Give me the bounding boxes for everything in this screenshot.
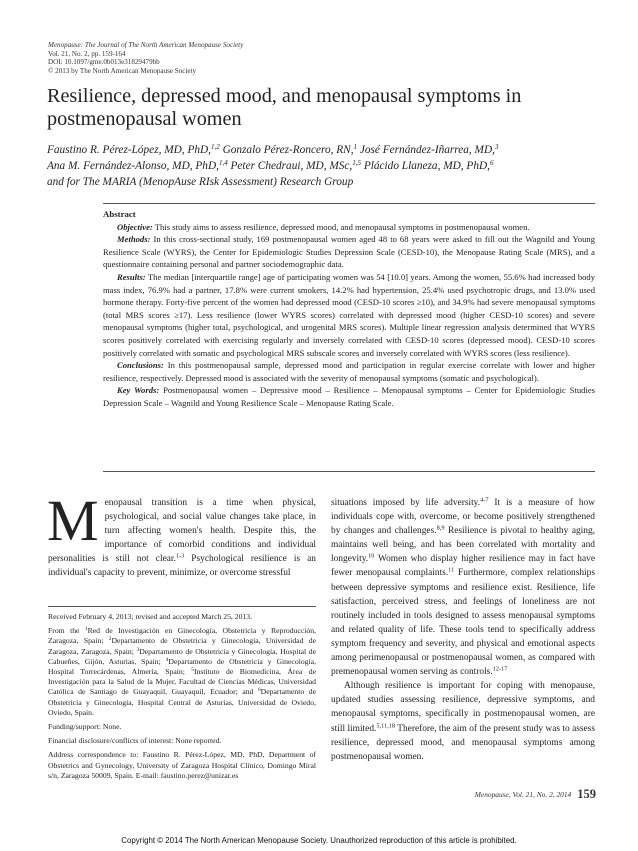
author-line-1 xyxy=(47,142,607,158)
body-text: Although resilience is important for coping with menopause, updated studies assessing resilience, depressive symptoms, and menopausal symptoms, specifically in postmenopausal women, are still limited. xyxy=(331,681,595,734)
author-list xyxy=(47,142,607,190)
author-name: Ana M. Fernández-Alonso, MD, PhD, xyxy=(47,160,219,172)
affiliation-number: 1 xyxy=(84,626,88,633)
body-text: situations imposed by life adversity. xyxy=(331,498,481,508)
author-affiliation-ref: 1,4 xyxy=(218,159,228,167)
author-affiliation-ref: 3 xyxy=(494,143,499,151)
affiliation-4: Departamento de Obstetricia y Ginecología, Hospital Torrecárdenas, Almería, Spain; xyxy=(48,656,316,677)
affiliation-5: Instituto de Biomedicina, Área de Investigación para la Salud de la Mujer, Facultad de Ciencias Médicas, Universidad Católica de Santiago de Guayaquil, Guayaquil, Ecuador; and xyxy=(48,667,316,697)
keywords-text: Postmenopausal women – Depressive mood – Resilience – Menopausal symptoms – Center for Epidemiologic Studies Depression Scale – Wagnild and Young Resilience Scale – Menopause Rating Scale. xyxy=(103,385,595,408)
abstract-results xyxy=(103,271,595,359)
conclusions-text: In this postmenopausal sample, depressed mood and participation in regular exercise correlate with lower and higher resilience, respectively. Depressed mood is associated with the severity of menopausal symptoms (somatic and psychological). xyxy=(103,360,596,383)
title-line-2: postmenopausal women xyxy=(47,108,242,130)
affiliation-number: 6 xyxy=(257,687,261,694)
affiliation-6: Departamento de Obstetricia y Ginecología, Hospital Central de Asturias, Universidad de Oviedo, Oviedo, Spain. xyxy=(48,687,316,717)
article-title xyxy=(47,85,567,131)
author-line-3: and for The MARIA (MenopAuse RIsk Assessment) Research Group xyxy=(47,176,354,188)
running-footer-journal: Menopause, Vol. 21, No. 2, 2014 xyxy=(474,790,572,799)
journal-copyright: © 2013 by The North American Menopause Society xyxy=(48,66,197,75)
drop-cap: M xyxy=(47,488,99,553)
article-footnotes xyxy=(48,612,316,785)
body-paragraph-1 xyxy=(331,496,595,679)
body-text: Furthermore, complex relationships between depressive symptoms and resilience exist. Resilience, life satisfaction, perceived stress, and feelings of loneliness are not routinely included in tools designed to assess menopausal symptoms and related quality of life. These tools tend to specifically address symptom frequency and severity, and physical and emotional aspects among perimenopausal or postmenopausal women, as compared with premenopausal women serving as controls. xyxy=(331,568,595,678)
disclosure-statement: Financial disclosure/conflicts of interest: None reported. xyxy=(48,736,222,746)
reference-citation: 4-7 xyxy=(480,496,489,504)
author-affiliation-ref: 1,2 xyxy=(211,143,220,151)
reference-citation: 11 xyxy=(448,566,455,574)
title-line-1: Resilience, depressed mood, and menopausal symptoms in xyxy=(47,85,522,107)
abstract-keywords xyxy=(103,384,595,409)
author-name: Plácido Llaneza, MD, PhD, xyxy=(363,160,490,172)
affiliation-number: 2 xyxy=(108,636,112,643)
author-affiliation-ref: 6 xyxy=(489,159,494,167)
results-label: Results: xyxy=(117,271,146,282)
author-name: Faustino R. Pérez-López, MD, PhD, xyxy=(47,144,211,156)
author-affiliation-ref: 1,5 xyxy=(352,159,361,167)
body-text: Therefore, the aim of the present study was to assess resilience, depressed mood, and menopausal symptoms among postmenopausal women. xyxy=(331,723,595,762)
abstract-conclusions xyxy=(103,359,595,384)
author-name: Gonzalo Pérez-Roncero, RN, xyxy=(222,144,354,156)
journal-volume: Vol. 21, No. 2, pp. 159-164 xyxy=(48,49,126,58)
methods-label: Methods: xyxy=(117,234,151,245)
received-dates: Received February 4, 2013; revised and accepted March 25, 2013. xyxy=(48,612,253,621)
affiliation-1: Red de Investigación en Ginecología, Obstetricia y Reproducción, Zaragoza, Spain; xyxy=(48,626,316,646)
journal-name: Menopause: The Journal of The North American Menopause Society xyxy=(48,41,244,49)
affiliations xyxy=(48,626,316,718)
body-text: Women who display higher resilience may in fact have fewer menopausal complaints. xyxy=(331,554,595,579)
funding-statement: Funding/support: None. xyxy=(48,722,122,732)
affiliations-intro: From the xyxy=(48,626,85,636)
author-name: Peter Chedraui, MD, MSc, xyxy=(230,160,353,172)
intro-text-1: enopausal transition is a time when physical, psychological, and social value changes take place, in turn affecting women's health. Despite this, the importance of comorbid conditions and individual personalities is still not clear. xyxy=(48,498,316,565)
objective-label: Objective: xyxy=(117,221,153,232)
body-left-column xyxy=(47,488,316,581)
abstract-bottom-rule xyxy=(103,471,595,472)
body-text: Resilience is pivotal to healthy aging, maintains well being, and has been correlated with mortality and longevity. xyxy=(331,526,596,565)
author-name: José Fernández-Iñarrea, MD, xyxy=(359,144,495,156)
affiliation-3: Departamento de Obstetricia y Ginecología, Hospital de Cabueñes, Gijón, Asturias, Spain; xyxy=(48,646,316,666)
abstract-heading: Abstract xyxy=(103,209,136,219)
keywords-label: Key Words: xyxy=(117,385,160,396)
intro-text-2: Psychological resilience is an individual's capacity to prevent, minimize, or overcome stressful xyxy=(48,554,316,579)
reference-citation: 8,9 xyxy=(436,524,445,532)
abstract-objective xyxy=(103,221,595,234)
abstract-top-rule xyxy=(103,203,595,204)
journal-meta xyxy=(48,41,448,75)
footnote-rule xyxy=(48,606,316,607)
affiliation-number: 3 xyxy=(136,646,140,653)
affiliation-2: Departamento de Obstetricia y Ginecología, Universidad de Zaragoza, Zaragoza, Spain; xyxy=(48,636,316,656)
results-text: The median [interquartile range] age of participating women was 54 [10.0] years. Among the women, 55.6% had increased body mass index, 76.9% had a partner, 17.8% were current smokers, 14.2% had hypertension, 25.4% used psychotropic drugs, and 13.0% used hormone therapy. Forty-five percent of the women had depressed mood (CESD-10 scores ≥10), and 34.9% had severe menopausal symptoms (total MRS scores ≥17). Less resilience (lower WYRS scores) correlated with depressed mood (higher CESD-10 scores) and severe menopausal symptoms (higher total, psychological, and urogenital MRS scores). Multiple linear regression analysis determined that WYRS scores positively correlated with exercising regularly and inversely correlated with CESD-10 scores (depressed mood). CESD-10 scores positively correlated with somatic and psychological MRS subscale scores and inversely correlated with WYRS scores (less resilience). xyxy=(103,271,596,358)
affiliation-number: 5 xyxy=(191,667,194,674)
body-paragraph-2 xyxy=(331,679,595,764)
reference-citation: 5,11,18 xyxy=(376,722,396,729)
reference-citation: 1-3 xyxy=(175,552,185,560)
body-text: It is a measure of how individuals cope with, overcome, or become positively strengthened by changes and challenges. xyxy=(331,498,595,537)
abstract xyxy=(103,208,595,410)
methods-text: In this cross-sectional study, 169 postmenopausal women aged 48 to 68 years were asked to fill out the Wagnild and Young Resilience Scale (WYRS), the Center for Epidemiologic Studies Depression Scale (CESD-10), the Menopause Rating Scale (MRS), and a questionnaire containing personal and partner sociodemographic data. xyxy=(103,234,595,270)
author-affiliation-ref: 1 xyxy=(353,143,358,151)
body-right-column xyxy=(331,496,595,764)
objective-text: This study aims to assess resilience, depressed mood, and menopausal symptoms in postmenopausal women. xyxy=(154,221,530,232)
correspondence-address: Address correspondence to: Faustino R. Pérez-López, MD, PhD, Department of Obstetrics and Gynecology, University of Zaragoza Hospital Clínico, Domingo Miral s/n, Zaragoza 50009, Spain. E-mail: faustino.perez@unizar.es xyxy=(48,750,316,780)
intro-paragraph xyxy=(47,488,316,581)
conclusions-label: Conclusions: xyxy=(117,360,164,371)
page-number: 159 xyxy=(577,787,596,801)
article-doi: DOI: 10.1097/gme.0b013e31829479bb xyxy=(48,58,160,66)
author-line-2 xyxy=(47,158,607,174)
copyright-notice: Copyright © 2014 The North American Menopause Society. Unauthorized reproduction of this article is prohibited. xyxy=(121,836,517,845)
reference-citation: 12-17 xyxy=(492,665,508,673)
abstract-methods xyxy=(103,233,595,271)
running-footer xyxy=(430,787,596,802)
affiliation-number: 4 xyxy=(165,657,169,664)
reference-citation: 10 xyxy=(368,552,375,560)
